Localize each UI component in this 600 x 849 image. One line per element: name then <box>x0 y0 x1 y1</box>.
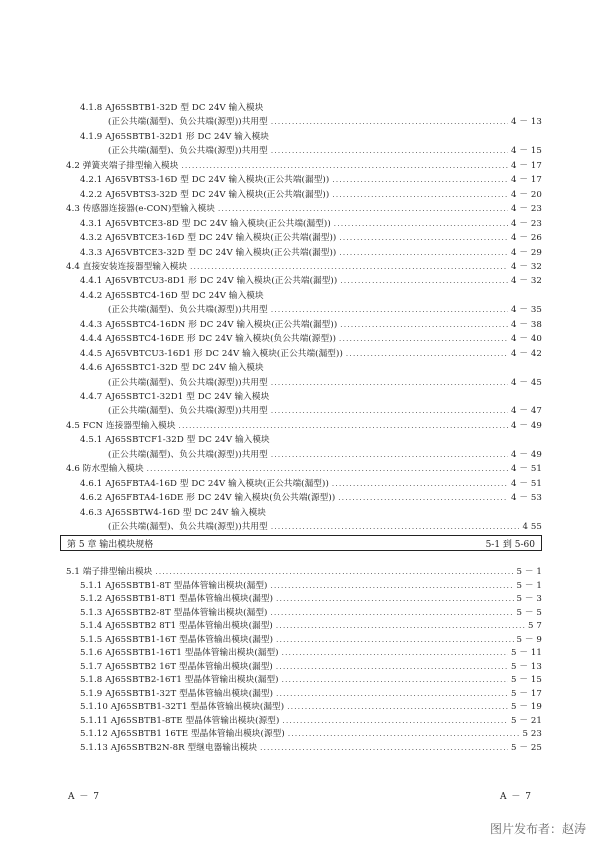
toc-entry <box>80 661 542 673</box>
toc-entry <box>66 420 542 432</box>
toc-entry-page: 4 － 26 <box>510 233 542 244</box>
toc-entry-title: 5.1.5 AJ65SBTB1-16T 型晶体管输出模块(漏型) <box>80 634 274 645</box>
toc-leader-dots <box>271 521 520 533</box>
toc-entry <box>80 674 542 686</box>
toc-entry-page: 5 － 1 <box>516 580 542 591</box>
toc-entry-title: 5.1 端子排型输出模块 <box>66 567 153 577</box>
toc-leader-dots <box>270 607 513 619</box>
toc-leader-dots <box>276 620 525 632</box>
toc-entry-title: (正公共端(漏型)、负公共端(源型))共用型 <box>108 449 268 460</box>
toc-entry <box>80 634 542 646</box>
toc-entry-title: 5.1.12 AJ65SBTB1 16TE 型晶体管输出模块(源型) <box>80 729 285 739</box>
toc-entry-title: (正公共端(漏型)、负公共端(源型))共用型 <box>108 522 268 533</box>
toc-leader-dots <box>332 478 508 490</box>
toc-entry-page: 4 － 15 <box>510 146 542 157</box>
toc-entry <box>80 131 542 143</box>
toc-entry <box>80 580 542 592</box>
toc-entry-title: 4.1.9 AJ65SBTB1-32D1 形 DC 24V 输入模块 <box>80 131 270 142</box>
toc-entry-title: 4.2 弹簧夹端子排型输入模块 <box>66 160 179 171</box>
toc-entry-page: 5 － 1 <box>516 567 542 577</box>
toc-leader-dots <box>339 247 508 259</box>
toc-entry-page: 5 － 25 <box>510 742 542 753</box>
toc-entry <box>80 688 542 700</box>
toc-leader-dots <box>282 715 508 727</box>
toc-leader-dots <box>334 218 508 230</box>
toc-leader-dots <box>155 566 513 578</box>
toc-entry-title: 5.1.10 AJ65SBTB1-32T1 型晶体管输出模块(漏型) <box>80 702 285 712</box>
toc-leader-dots <box>218 203 508 215</box>
toc-entry <box>108 116 542 128</box>
toc-entry-title: 5.1.8 AJ65SBTB2-16T1 型晶体管输出模块(漏型) <box>80 675 279 685</box>
toc-leader-dots <box>271 405 508 417</box>
toc-entry-page: 4 － 53 <box>510 493 542 504</box>
image-credit: 图片发布者：赵涛 <box>489 822 586 836</box>
toc-entry-page: 5 － 17 <box>510 688 542 699</box>
toc-entry-title: 5.1.7 AJ65SBTB2 16T 型晶体管输出模块(漏型) <box>80 661 273 672</box>
toc-entry-page: 4 － 29 <box>510 247 542 258</box>
toc-entry-page: 5 － 21 <box>510 715 542 726</box>
toc-entry-page: 4 － 40 <box>510 334 542 345</box>
toc-leader-dots <box>339 232 508 244</box>
toc-entry-title: 4.4.4 AJ65SBTC4-16DE 形 DC 24V 输入模块(负公共端(源型)) <box>80 334 337 345</box>
toc-entry <box>66 203 542 215</box>
toc-entry-title: 4.6.3 AJ65SBTW4-16D 型 DC 24V 输入模块 <box>80 507 266 518</box>
toc-entry <box>80 333 542 345</box>
toc-entry-page: 4 － 42 <box>510 348 542 359</box>
toc-entry-title: 4.4.5 AJ65VBTCU3-16D1 形 DC 24V 输入模块(正公共端(漏型)) <box>80 348 343 359</box>
toc-entry <box>80 218 542 230</box>
toc-entry-title: 4.3.1 AJ65VBTCE3-8D 型 DC 24V 输入模块(正公共端(漏型)) <box>80 218 331 229</box>
toc-entry <box>80 701 542 713</box>
toc-entry <box>80 593 542 605</box>
toc-entry-title: (正公共端(漏型)、负公共端(源型))共用型 <box>108 377 268 388</box>
toc-entry-title: 5.1.1 AJ65SBTB1-8T 型晶体管输出模块(漏型) <box>80 580 268 591</box>
footer-page-left: A － 7 <box>68 792 100 802</box>
toc-entry <box>80 189 542 201</box>
toc-leader-dots <box>340 319 508 331</box>
toc-leader-dots <box>147 463 508 475</box>
toc-entry <box>80 247 542 259</box>
toc-entry-title: 5.1.6 AJ65SBTB1-16T1 型晶体管输出模块(漏型) <box>80 648 279 658</box>
toc-entry-title: 4.3.2 AJ65VBTCE3-16D 型 DC 24V 输入模块(正公共端(漏型)) <box>80 233 337 244</box>
toc-entry-page: 4 － 17 <box>510 175 542 186</box>
toc-entry-title: 4.2.1 AJ65VBTS3-16D 型 DC 24V 输入模块(正公共端(漏型)) <box>80 175 330 186</box>
toc-entry-page: 4 － 45 <box>510 377 542 388</box>
toc-leader-dots <box>332 189 508 201</box>
toc-leader-dots <box>339 333 508 345</box>
toc-entry-title: 4.3 传感器连接器(e-CON)型输入模块 <box>66 204 215 215</box>
toc-leader-dots <box>181 160 508 172</box>
toc-entry <box>80 742 542 754</box>
toc-entry-page: 4 － 23 <box>510 218 542 229</box>
toc-entry-page: 4 － 35 <box>510 305 542 316</box>
toc-leader-dots <box>190 261 508 273</box>
toc-leader-dots <box>338 492 508 504</box>
toc-entry-title: 4.4 直接安装连接器型输入模块 <box>66 261 188 272</box>
toc-entry <box>80 478 542 490</box>
toc-entry-page: 5 － 19 <box>510 702 542 712</box>
toc-entry-title: 5.1.11 AJ65SBTB1-8TE 型晶体管输出模块(源型) <box>80 715 280 726</box>
toc-leader-dots <box>260 742 508 754</box>
toc-entry-title: 4.4.3 AJ65SBTC4-16DN 形 DC 24V 输入模块(正公共端(漏型)) <box>80 319 338 330</box>
toc-entry <box>80 620 542 632</box>
toc-entry <box>80 290 542 302</box>
toc-entry-title: 4.4.6 AJ65SBTC1-32D 型 DC 24V 输入模块 <box>80 363 264 374</box>
toc-entry-page: 4 － 13 <box>510 117 542 128</box>
toc-entry-page: 5 23 <box>522 729 542 739</box>
toc-leader-dots <box>346 348 508 360</box>
toc-leader-dots <box>332 174 508 186</box>
toc-entry <box>80 391 542 403</box>
toc-entry-title: 4.1.8 AJ65SBTB1-32D 型 DC 24V 输入模块 <box>80 103 264 113</box>
toc-entry-page: 4 － 49 <box>510 420 542 431</box>
toc-leader-dots <box>276 634 513 646</box>
toc-entry-title: 5.1.3 AJ65SBTB2-8T 型晶体管输出模块(漏型) <box>80 607 268 618</box>
toc-leader-dots <box>282 647 508 659</box>
toc-entry <box>108 449 542 461</box>
toc-leader-dots <box>276 593 513 605</box>
toc-entry <box>80 492 542 504</box>
toc-entry-page: 5 － 11 <box>510 648 542 658</box>
toc-entry-title: (正公共端(漏型)、负公共端(源型))共用型 <box>108 406 268 417</box>
toc-entry <box>80 232 542 244</box>
toc-entry <box>80 647 542 659</box>
toc-entry-page: 5 － 5 <box>516 607 542 618</box>
chapter-pages: 5-1 到 5-60 <box>485 539 535 550</box>
toc-leader-dots <box>271 304 508 316</box>
toc-entry-title: 4.5 FCN 连接器型输入模块 <box>66 420 176 431</box>
toc-entry-title: 4.4.7 AJ65SBTC1-32D1 型 DC 24V 输入模块 <box>80 392 270 402</box>
footer-page-right: A － 7 <box>500 792 532 802</box>
toc-entry <box>108 145 542 157</box>
toc-leader-dots <box>282 674 508 686</box>
toc-entry <box>80 715 542 727</box>
toc-entry-page: 5 － 13 <box>510 661 542 672</box>
toc-leader-dots <box>270 580 513 592</box>
toc-entry <box>66 566 542 578</box>
toc-entry-page: 4 － 49 <box>510 449 542 460</box>
toc-entry <box>80 102 542 114</box>
toc-entry <box>80 275 542 287</box>
toc-entry <box>80 319 542 331</box>
toc-entry <box>108 405 542 417</box>
toc-entry <box>108 377 542 389</box>
toc-entry <box>80 174 542 186</box>
toc-leader-dots <box>271 377 508 389</box>
toc-entry-page: 4 － 38 <box>510 319 542 330</box>
toc-entry-page: 4 － 51 <box>510 478 542 489</box>
toc-entry <box>80 607 542 619</box>
toc-entry <box>80 434 542 446</box>
toc-leader-dots <box>276 688 508 700</box>
toc-leader-dots <box>271 145 508 157</box>
toc-entry-title: 5.1.4 AJ65SBTB2 8T1 型晶体管输出模块(漏型) <box>80 621 273 631</box>
toc-entry-page: 5 － 9 <box>516 634 542 645</box>
chapter-header-box <box>60 535 542 551</box>
toc-entry-title: (正公共端(漏型)、负公共端(源型))共用型 <box>108 305 268 316</box>
toc-entry <box>66 261 542 273</box>
toc-entry-title: 4.3.3 AJ65VBTCE3-32D 型 DC 24V 输入模块(正公共端(漏型)) <box>80 247 337 258</box>
toc-entry-page: 4 － 51 <box>510 464 542 475</box>
toc-entry-title: 5.1.13 AJ65SBTB2N-8R 型继电器输出模块 <box>80 742 258 753</box>
toc-leader-dots <box>276 661 508 673</box>
toc-entry <box>66 160 542 172</box>
toc-leader-dots <box>340 275 508 287</box>
toc-entry <box>66 463 542 475</box>
toc-entry-page: 4 － 23 <box>510 204 542 215</box>
toc-entry-page: 4 55 <box>522 522 542 533</box>
toc-leader-dots <box>287 701 508 713</box>
toc-entry-title: 5.1.9 AJ65SBTB1-32T 型晶体管输出模块(漏型) <box>80 688 274 699</box>
toc-leader-dots <box>179 420 508 432</box>
toc-entry-page: 4 － 32 <box>510 276 542 287</box>
toc-entry-page: 5 － 15 <box>510 675 542 685</box>
toc-entry <box>80 728 542 740</box>
toc-entry-page: 4 － 17 <box>510 160 542 171</box>
toc-entry <box>80 348 542 360</box>
toc-entry-title: (正公共端(漏型)、负公共端(源型))共用型 <box>108 117 268 128</box>
toc-entry <box>108 521 542 533</box>
toc-entry-page: 4 － 32 <box>510 261 542 272</box>
toc-entry <box>80 362 542 374</box>
toc-entry-title: 4.6.1 AJ65FBTA4-16D 型 DC 24V 输入模块(正公共端(漏型)) <box>80 478 329 489</box>
toc-entry-page: 4 － 47 <box>510 406 542 417</box>
toc-entry-title: 5.1.2 AJ65SBTB1-8T1 型晶体管输出模块(漏型) <box>80 594 274 604</box>
toc-entry-title: 4.6 防水型输入模块 <box>66 464 144 475</box>
toc-leader-dots <box>288 728 520 740</box>
toc-leader-dots <box>271 116 508 128</box>
chapter-title: 第 5 章 输出模块规格 <box>67 539 154 550</box>
toc-entry <box>108 304 542 316</box>
toc-entry-title: 4.5.1 AJ65SBTCF1-32D 型 DC 24V 输入模块 <box>80 435 270 446</box>
toc-leader-dots <box>271 449 508 461</box>
toc-entry-page: 5 － 3 <box>516 594 542 604</box>
toc-entry <box>80 507 542 519</box>
toc-entry-page: 5 7 <box>528 621 542 631</box>
toc-entry-title: 4.4.1 AJ65VBTCU3-8D1 形 DC 24V 输入模块(正公共端(漏型)) <box>80 276 338 287</box>
toc-entry-title: 4.2.2 AJ65VBTS3-32D 型 DC 24V 输入模块(正公共端(漏型)) <box>80 189 330 200</box>
toc-entry-title: 4.6.2 AJ65FBTA4-16DE 形 DC 24V 输入模块(负公共端(源型)) <box>80 493 336 504</box>
toc-entry-title: 4.4.2 AJ65SBTC4-16D 型 DC 24V 输入模块 <box>80 290 264 301</box>
toc-entry-title: (正公共端(漏型)、负公共端(源型))共用型 <box>108 146 268 157</box>
toc-entry-page: 4 － 20 <box>510 189 542 200</box>
